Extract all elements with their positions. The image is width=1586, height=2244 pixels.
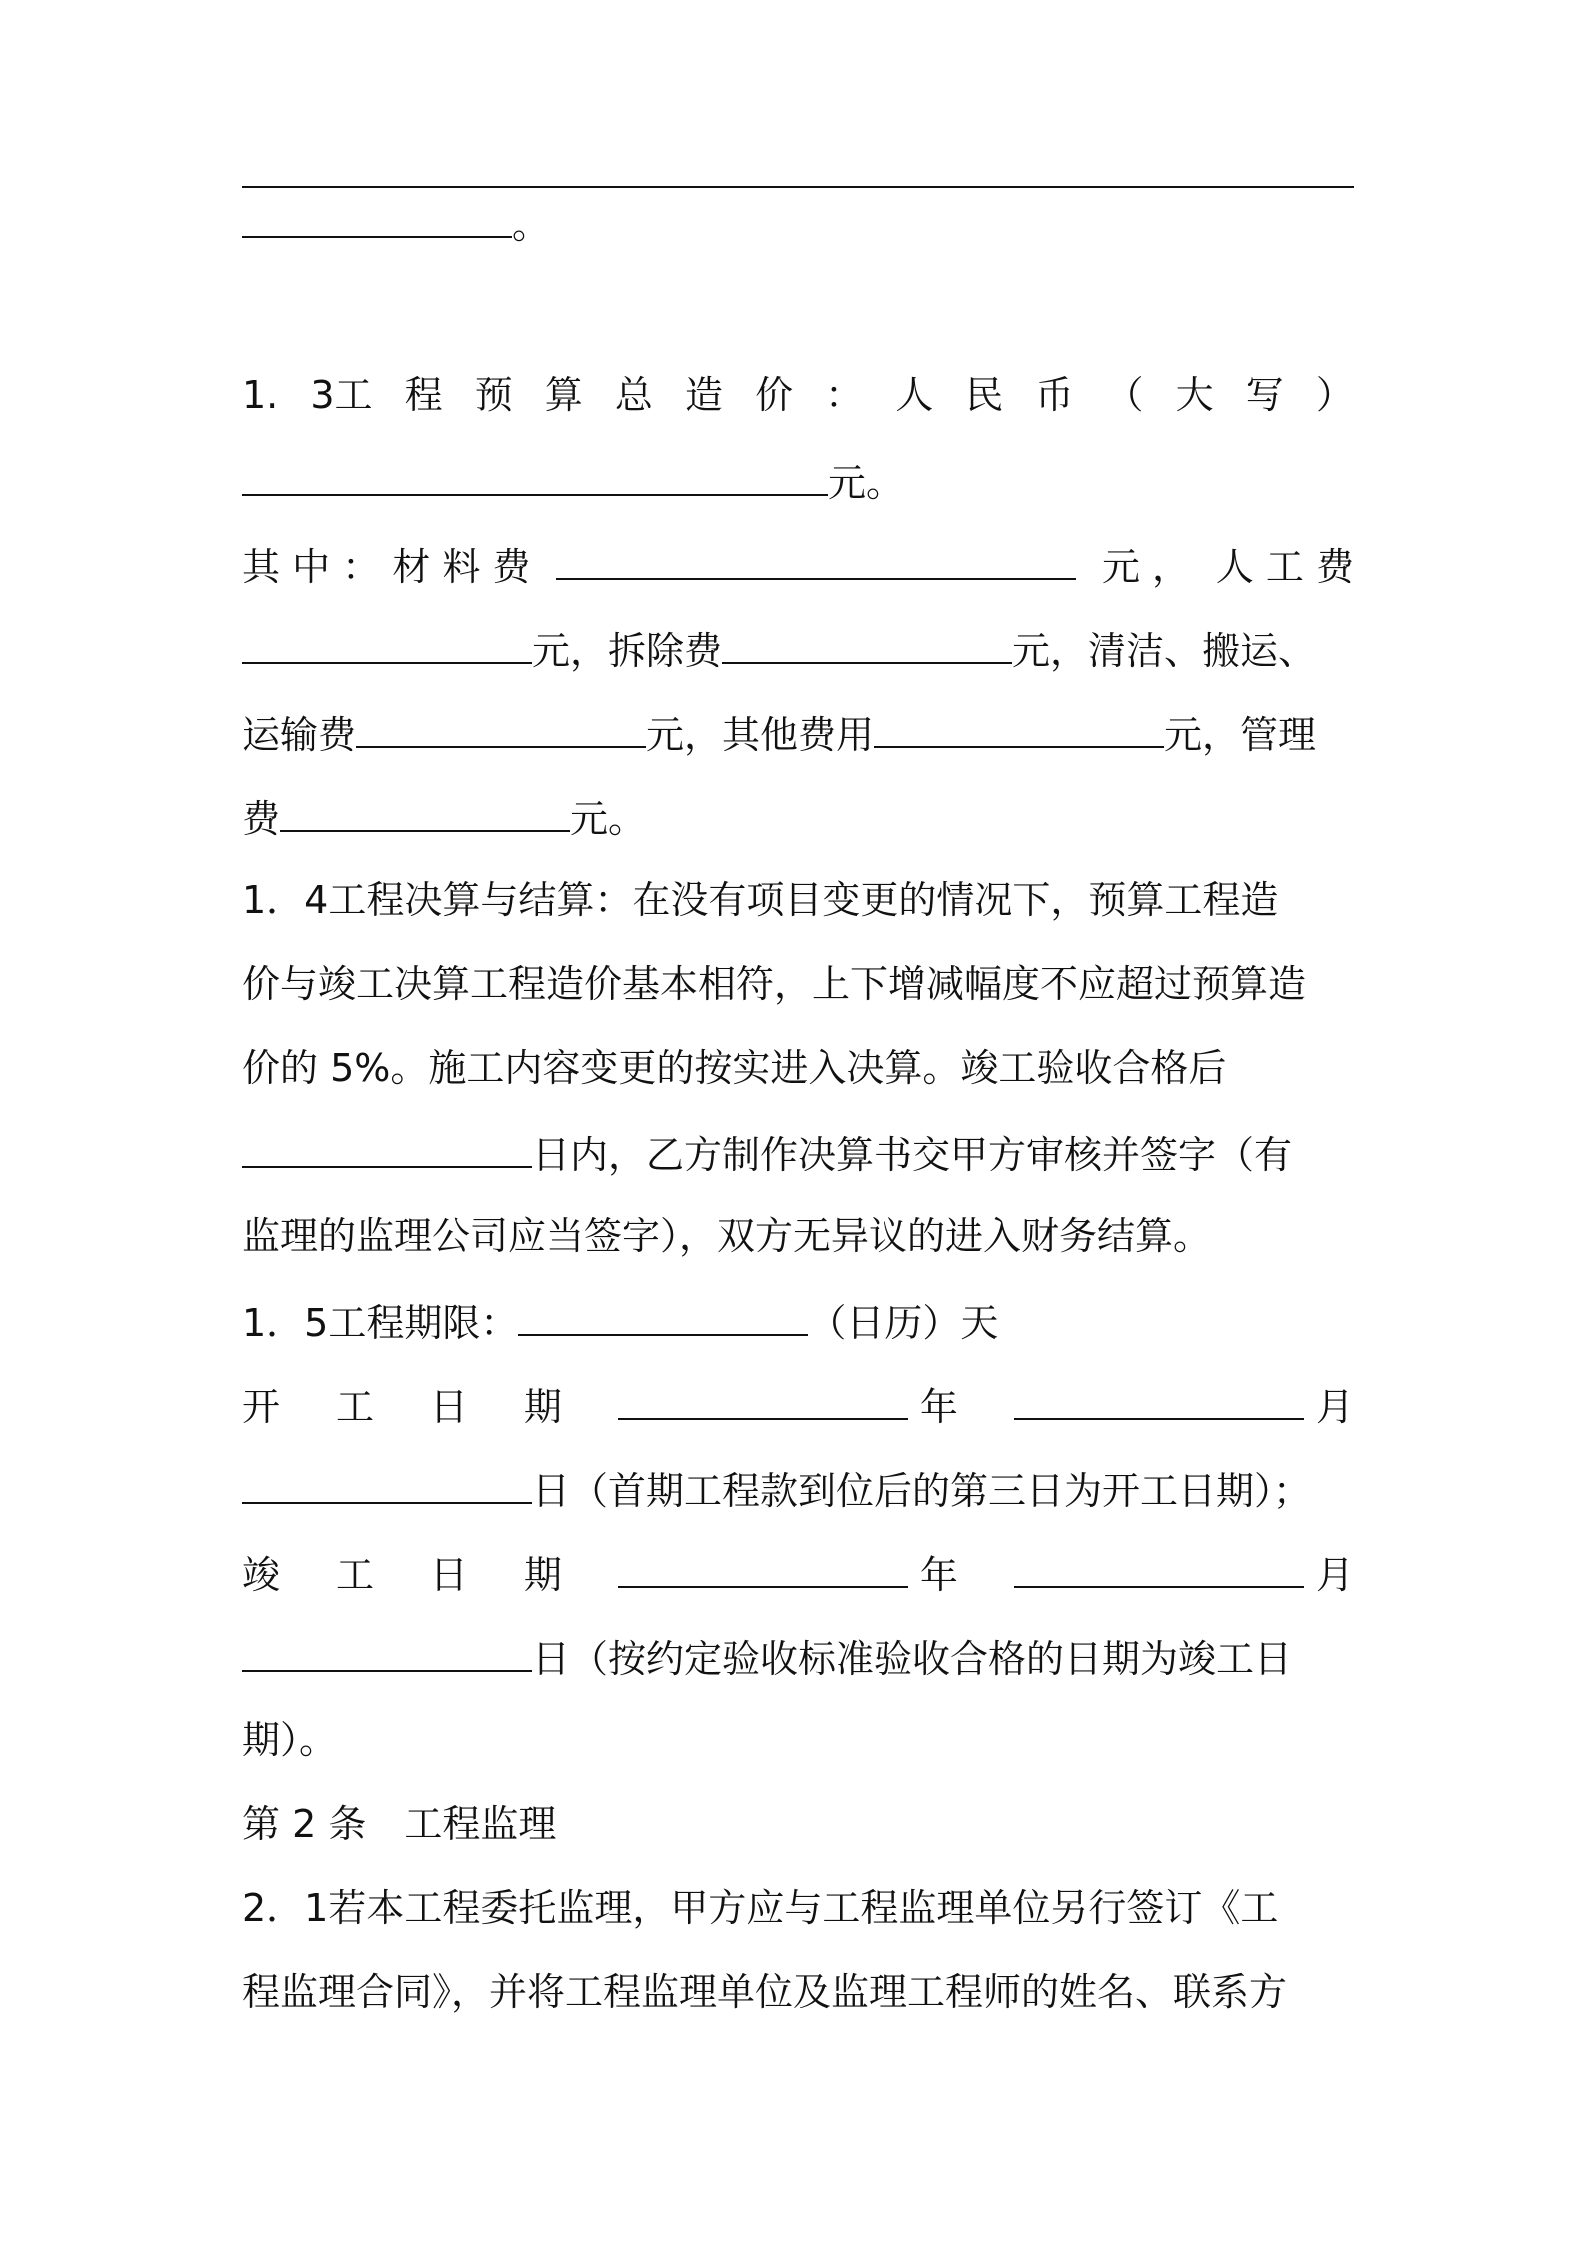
section-1-4-line-4 xyxy=(242,1122,1354,1182)
fill-blank[interactable] xyxy=(242,1626,532,1672)
fill-blank[interactable] xyxy=(242,1122,532,1168)
fill-blank[interactable] xyxy=(242,618,532,664)
text-part: 期 xyxy=(523,1553,562,1597)
text-part: 开 xyxy=(242,1385,281,1429)
text-part: 费 xyxy=(242,797,281,841)
text-part: 元，拆除费 xyxy=(532,629,723,673)
text-part: 日内，乙方制作决算书交甲方审核并签字（有 xyxy=(532,1133,1293,1177)
fill-blank[interactable] xyxy=(1014,1374,1304,1420)
text-part: 币 xyxy=(1035,373,1074,417)
text-part: 元，清洁、搬运、 xyxy=(1012,629,1317,673)
fill-blank[interactable] xyxy=(356,702,646,748)
fill-blank[interactable] xyxy=(874,702,1164,748)
line-cost-breakdown-2 xyxy=(242,618,1354,678)
line-cost-breakdown-3 xyxy=(242,702,1354,762)
text-part: 元。 xyxy=(828,461,905,505)
text-part: 元，管理 xyxy=(1164,713,1317,757)
fill-blank[interactable] xyxy=(242,192,512,238)
completion-date-day-line xyxy=(242,1626,1354,1686)
text-part: 元。 xyxy=(570,797,647,841)
article-2-heading: 第 2 条 工程监理 xyxy=(242,1802,557,1846)
line-cost-breakdown-4 xyxy=(242,786,1354,846)
section-1-4-line-2: 价与竣工决算工程造价基本相符，上下增减幅度不应超过预算造 xyxy=(242,962,1307,1006)
section-1-5-period xyxy=(242,1290,1354,1350)
text-part: ： xyxy=(825,373,864,417)
section-2-1-line-1: 2．1若本工程委托监理，甲方应与工程监理单位另行签订《工 xyxy=(242,1886,1279,1930)
fill-blank[interactable] xyxy=(722,618,1012,664)
text-part: 工 xyxy=(335,1553,374,1597)
section-1-4-line-3 xyxy=(242,1038,1354,1098)
text-part: 预 xyxy=(474,373,513,417)
text-part: 元，其他费用 xyxy=(646,713,875,757)
completion-date-line xyxy=(242,1542,1354,1602)
text-part: 其 中 ： 材 料 费 xyxy=(242,545,531,589)
line-budget-amount xyxy=(242,450,1354,510)
text-part: 3工 xyxy=(310,373,373,417)
line-cost-breakdown-1 xyxy=(242,534,1354,594)
text-part: 竣 xyxy=(242,1553,281,1597)
text-part: 月 xyxy=(1315,1385,1354,1429)
line-blank-2 xyxy=(242,192,1354,252)
text-part: 日 xyxy=(429,1553,468,1597)
text-part: 人 工 费 xyxy=(1215,545,1354,589)
fill-blank[interactable] xyxy=(242,1458,532,1504)
start-date-line xyxy=(242,1374,1354,1434)
text-part: 1. xyxy=(242,373,279,417)
text-part: 日 xyxy=(429,1385,468,1429)
fill-blank[interactable] xyxy=(618,1374,908,1420)
text-part: 程 xyxy=(404,373,443,417)
text-part: 造 xyxy=(684,373,723,417)
text-part: 总 xyxy=(614,373,653,417)
text-part: 日（按约定验收标准验收合格的日期为竣工日 xyxy=(532,1637,1293,1681)
text-part: 工 xyxy=(335,1385,374,1429)
text-part: 期 xyxy=(523,1385,562,1429)
completion-date-end: 期）。 xyxy=(242,1718,338,1762)
text-part: 民 xyxy=(965,373,1004,417)
fill-blank[interactable] xyxy=(1014,1542,1304,1588)
fill-blank[interactable] xyxy=(618,1542,908,1588)
section-2-1-line-2: 程监理合同》，并将工程监理单位及监理工程师的姓名、联系方 xyxy=(242,1970,1288,2014)
fill-blank[interactable] xyxy=(242,142,1354,188)
text-part: 年 xyxy=(919,1385,958,1429)
fill-blank[interactable] xyxy=(280,786,570,832)
text-part: 写 xyxy=(1245,373,1284,417)
section-1-4-line-5: 监理的监理公司应当签字），双方无异议的进入财务结算。 xyxy=(242,1214,1212,1258)
section-1-3-heading xyxy=(242,365,1354,425)
text-part: 1．5工程期限： xyxy=(242,1301,519,1345)
text-part: ） xyxy=(1315,373,1354,417)
text-part: 年 xyxy=(919,1553,958,1597)
text-part: 元 ， xyxy=(1101,545,1191,589)
section-1-4-line-1: 1．4工程决算与结算：在没有项目变更的情况下，预算工程造 xyxy=(242,878,1279,922)
text-part: 大 xyxy=(1175,373,1214,417)
text-part: （日历）天 xyxy=(808,1301,999,1345)
text-part: （ xyxy=(1105,373,1144,417)
text-part: 价的 5%。施工内容变更的按实进入决算。竣工验收合格后 xyxy=(242,1046,1227,1090)
period-text: 。 xyxy=(512,203,551,247)
fill-blank[interactable] xyxy=(518,1290,808,1336)
text-part: 运输费 xyxy=(242,713,357,757)
text-part: 价 xyxy=(755,373,794,417)
fill-blank[interactable] xyxy=(556,534,1076,580)
start-date-day-line xyxy=(242,1458,1354,1518)
text-part: 人 xyxy=(895,373,934,417)
text-part: 月 xyxy=(1315,1553,1354,1597)
text-part: 算 xyxy=(544,373,583,417)
fill-blank[interactable] xyxy=(242,450,828,496)
text-part: 日（首期工程款到位后的第三日为开工日期）； xyxy=(532,1469,1312,1513)
